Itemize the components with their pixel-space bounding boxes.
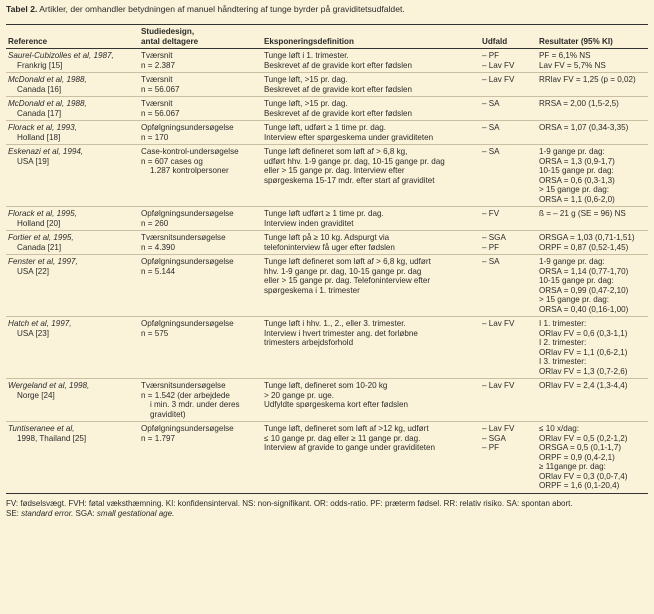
results-line: ORlav FV = 1,1 (0,6-2,1)	[539, 347, 628, 357]
cell-outcome	[480, 422, 537, 494]
exposure-line: Tunge løft defineret som løft af > 6,8 kg, udført	[264, 257, 431, 266]
ref-line: Holland [18]	[17, 132, 61, 142]
cell-results	[537, 422, 648, 494]
results-line: Lav FV = 5,7% NS	[539, 60, 606, 70]
cell-outcome	[480, 145, 537, 207]
table-row	[6, 422, 648, 494]
cell-design	[139, 49, 262, 73]
results-line: I 2. trimester:	[539, 338, 587, 347]
exposure-line: spørgeskema 15-17 mdr. efter start af graviditet	[264, 175, 435, 185]
cell-ref	[6, 97, 139, 121]
table-row	[6, 231, 648, 255]
results-line: > 15 gange pr. dag:	[539, 295, 609, 304]
results-line: ORSA = 1,3 (0,9-1,7)	[539, 156, 615, 166]
cell-outcome	[480, 97, 537, 121]
design-line: n = 1.797	[141, 433, 175, 443]
ref-line: USA [23]	[17, 328, 49, 338]
ref-line: Canada [21]	[17, 242, 62, 252]
results-line: ≥ 11gange pr. dag:	[539, 462, 606, 471]
caption-label: Tabel 2.	[6, 4, 38, 14]
design-line: Opfølgningsundersøgelse	[141, 319, 234, 328]
design-line: n = 56.067	[141, 108, 180, 118]
outcome-line: – SGA	[482, 433, 506, 443]
outcome-line: – Lav FV	[482, 75, 515, 84]
table-row	[6, 121, 648, 145]
cell-results	[537, 97, 648, 121]
outcome-line: – SA	[482, 123, 500, 132]
cell-design	[139, 422, 262, 494]
cell-ref	[6, 422, 139, 494]
exposure-line: Beskrevet af de gravide kort efter fødslen	[264, 60, 413, 70]
cell-outcome	[480, 379, 537, 422]
cell-design	[139, 255, 262, 317]
cell-design	[139, 145, 262, 207]
cell-outcome	[480, 49, 537, 73]
studies-table	[6, 25, 648, 494]
exposure-line: hhv. 1-9 gange pr. dag, 10-15 gange pr. dag	[264, 266, 422, 276]
outcome-line: – SA	[482, 147, 500, 156]
results-line: ORSGA = 1,03 (0,71-1,51)	[539, 233, 635, 242]
cell-exposure	[262, 73, 480, 97]
outcome-line: – PF	[482, 51, 500, 60]
results-line: RRlav FV = 1,25 (p = 0,02)	[539, 75, 636, 84]
cell-results	[537, 121, 648, 145]
exposure-line: > 20 gange pr. uge.	[264, 390, 334, 400]
exposure-line: Interview efter spørgeskema under graviditeten	[264, 132, 434, 142]
exposure-line: Interview inden graviditet	[264, 218, 354, 228]
ref-line: USA [19]	[17, 156, 49, 166]
design-line: Opfølgningsundersøgelse	[141, 257, 234, 266]
cell-results	[537, 231, 648, 255]
outcome-line: – PF	[482, 443, 500, 452]
results-line: ORlav FV = 0,6 (0,3-1,1)	[539, 328, 628, 338]
results-line: ORlav FV = 0,5 (0,2-1,2)	[539, 433, 628, 443]
cell-exposure	[262, 49, 480, 73]
cell-results	[537, 379, 648, 422]
ref-line: Fenster et al, 1997,	[8, 257, 78, 266]
exposure-line: Tunge løft, >15 pr. dag.	[264, 75, 348, 84]
design-line: n = 5.144	[141, 266, 175, 276]
results-line: ≤ 10 x/dag:	[539, 424, 579, 433]
header-design: Studiedesign, antal deltagere	[141, 27, 199, 46]
ref-line: Canada [16]	[17, 84, 62, 94]
results-line: > 15 gange pr. dag:	[539, 185, 609, 194]
cell-outcome	[480, 73, 537, 97]
ref-line: Tuntiseranee et al,	[8, 424, 75, 433]
cell-design	[139, 231, 262, 255]
design-line: Tværsnit	[141, 99, 173, 108]
ref-line: 1998, Thailand [25]	[17, 433, 87, 443]
outcome-line: – SA	[482, 257, 500, 266]
ref-line: USA [22]	[17, 266, 49, 276]
ref-line: Fortier et al, 1995,	[8, 233, 74, 242]
design-line: i min. 3 mdr. under deres	[150, 400, 240, 409]
cell-exposure	[262, 231, 480, 255]
cell-exposure	[262, 422, 480, 494]
design-line: Opfølgningsundersøgelse	[141, 209, 234, 218]
cell-outcome	[480, 317, 537, 379]
table-row	[6, 379, 648, 422]
cell-outcome	[480, 207, 537, 231]
results-line: ORSA = 0,6 (0,3-1,3)	[539, 175, 615, 185]
exposure-line: telefoninterview få uger efter fødslen	[264, 242, 395, 252]
exposure-line: Tunge løft udført ≥ 1 time pr. dag.	[264, 209, 384, 218]
outcome-line: – SA	[482, 99, 500, 108]
results-line: ORSA = 1,07 (0,34-3,35)	[539, 123, 629, 132]
table-caption	[6, 0, 648, 24]
results-line: ORSA = 0,40 (0,16-1,00)	[539, 304, 629, 314]
cell-results	[537, 73, 648, 97]
ref-line: Eskenazi et al, 1994,	[8, 147, 84, 156]
exposure-line: Udfyldte spørgeskema kort efter fødslen	[264, 400, 408, 409]
ref-line: Florack et al, 1995,	[8, 209, 77, 218]
results-line: 1-9 gange pr. dag:	[539, 257, 605, 266]
results-line: ORPF = 1,6 (0,1-20,4)	[539, 481, 620, 490]
results-line: ß = – 21 g (SE = 96) NS	[539, 209, 626, 218]
ref-line: Canada [17]	[17, 108, 62, 118]
exposure-line: Tunge løft på ≥ 10 kg. Adspurgt via	[264, 233, 390, 242]
footnote-line2: SE: standard error. SGA: small gestational age.	[6, 508, 175, 518]
cell-exposure	[262, 121, 480, 145]
design-line: graviditet)	[150, 409, 186, 419]
design-line: Tværsnit	[141, 51, 173, 60]
cell-outcome	[480, 231, 537, 255]
results-line: PF = 6,1% NS	[539, 51, 591, 60]
ref-line: Frankrig [15]	[17, 60, 63, 70]
cell-ref	[6, 255, 139, 317]
design-line: n = 575	[141, 328, 169, 338]
cell-design	[139, 121, 262, 145]
table-row	[6, 317, 648, 379]
footnote-abbreviations: FV: fødselsvægt. FVH: føtal væksthæmning. KI: konfidensinterval. NS: non-signifikant. OR: odds-ratio. PF: præterm fødsel. RR: relativ risiko. SA: spontan abort.	[6, 498, 573, 508]
design-line: Tværsnitsundersøgelse	[141, 233, 226, 242]
cell-exposure	[262, 207, 480, 231]
cell-design	[139, 379, 262, 422]
design-line: Tværsnit	[141, 75, 173, 84]
cell-exposure	[262, 97, 480, 121]
results-line: ORSA = 1,14 (0,77-1,70)	[539, 266, 629, 276]
results-line: 10-15 gange pr. dag:	[539, 166, 614, 175]
table-body	[6, 49, 648, 494]
table-row	[6, 73, 648, 97]
cell-exposure	[262, 145, 480, 207]
results-line: ORlav FV = 2,4 (1,3-4,4)	[539, 381, 628, 390]
header-outcome: Udfald	[482, 36, 508, 46]
cell-exposure	[262, 255, 480, 317]
design-line: n = 607 cases og	[141, 156, 203, 166]
outcome-line: – Lav FV	[482, 424, 515, 433]
ref-line: Florack et al, 1993,	[8, 123, 77, 132]
results-line: ORSA = 0,99 (0,47-2,10)	[539, 285, 629, 295]
exposure-line: Tunge løft, defineret som løft af >12 kg, udført	[264, 424, 429, 433]
ref-line: McDonald et al, 1988,	[8, 75, 87, 84]
design-line: Case-kontrol-undersøgelse	[141, 147, 239, 156]
ref-line: Saurel-Cubizolles et al, 1987,	[8, 51, 114, 60]
cell-results	[537, 255, 648, 317]
design-line: n = 260	[141, 218, 169, 228]
exposure-line: Interview af gravide to gange under graviditeten	[264, 443, 435, 452]
cell-ref	[6, 231, 139, 255]
design-line: n = 170	[141, 132, 169, 142]
cell-outcome	[480, 121, 537, 145]
outcome-line: – PF	[482, 242, 500, 252]
results-line: ORPF = 0,87 (0,52-1,45)	[539, 242, 629, 252]
table-row	[6, 255, 648, 317]
ref-line: Wergeland et al, 1998,	[8, 381, 90, 390]
design-line: n = 4.390	[141, 242, 175, 252]
table-row	[6, 97, 648, 121]
exposure-line: trimesters arbejdsforhold	[264, 338, 354, 347]
outcome-line: – FV	[482, 209, 500, 218]
cell-results	[537, 145, 648, 207]
exposure-line: Interview i hvert trimester ang. det forløbne	[264, 328, 418, 338]
table-header-row	[6, 25, 648, 49]
cell-ref	[6, 379, 139, 422]
cell-results	[537, 317, 648, 379]
exposure-line: Tunge løft defineret som løft af > 6,8 kg,	[264, 147, 408, 156]
design-line: n = 1.542 (der arbejdede	[141, 390, 230, 400]
design-line: Tværsnitsundersøgelse	[141, 381, 226, 390]
results-line: ORlav FV = 1,3 (0,7-2,6)	[539, 366, 628, 376]
outcome-line: – SGA	[482, 233, 506, 242]
results-line: ORlav FV = 0,3 (0,0-7,4)	[539, 471, 628, 481]
results-line: 1-9 gange pr. dag:	[539, 147, 605, 156]
results-line: ORPF = 0,9 (0,4-2,1)	[539, 452, 615, 462]
caption-text: Artikler, der omhandler betydningen af manuel håndtering af tunge byrder på graviditetsudfaldet.	[39, 4, 405, 14]
exposure-line: Tunge løft, >15 pr. dag.	[264, 99, 348, 108]
exposure-line: eller > 15 gange pr. dag. Interview efter	[264, 166, 405, 175]
cell-ref	[6, 145, 139, 207]
results-line: ORSA = 1,1 (0,6-2,0)	[539, 194, 615, 204]
exposure-line: udført hhv. 1-9 gange pr. dag, 10-15 gange pr. dag	[264, 156, 445, 166]
design-line: 1.287 kontrolpersoner	[150, 166, 229, 175]
cell-ref	[6, 73, 139, 97]
cell-design	[139, 97, 262, 121]
cell-exposure	[262, 317, 480, 379]
exposure-line: Beskrevet af de gravide kort efter fødslen	[264, 84, 413, 94]
results-line: RRSA = 2,00 (1,5-2,5)	[539, 99, 619, 108]
cell-exposure	[262, 379, 480, 422]
outcome-line: – Lav FV	[482, 319, 515, 328]
cell-ref	[6, 121, 139, 145]
table-row	[6, 145, 648, 207]
cell-ref	[6, 207, 139, 231]
exposure-line: Tunge løft i hhv. 1., 2., eller 3. trimester.	[264, 319, 406, 328]
results-line: ORSGA = 0,5 (0,1-1,7)	[539, 443, 622, 452]
cell-results	[537, 49, 648, 73]
exposure-line: ≤ 10 gange pr. dag eller ≥ 11 gange pr. dag.	[264, 433, 421, 443]
ref-line: McDonald et al, 1988,	[8, 99, 87, 108]
results-line: I 3. trimester:	[539, 357, 587, 366]
outcome-line: – Lav FV	[482, 60, 515, 70]
results-line: I 1. trimester:	[539, 319, 587, 328]
header-reference: Reference	[8, 36, 48, 46]
exposure-line: Beskrevet af de gravide kort efter fødslen	[264, 108, 413, 118]
table-row	[6, 207, 648, 231]
cell-design	[139, 317, 262, 379]
design-line: n = 56.067	[141, 84, 180, 94]
cell-design	[139, 207, 262, 231]
cell-ref	[6, 317, 139, 379]
cell-ref	[6, 49, 139, 73]
header-results: Resultater (95% KI)	[539, 36, 613, 46]
results-line: 10-15 gange pr. dag:	[539, 276, 614, 285]
table-footnote	[6, 494, 648, 519]
design-line: Opfølgningsundersøgelse	[141, 424, 234, 433]
exposure-line: Tunge løft, defineret som 10-20 kg	[264, 381, 388, 390]
cell-design	[139, 73, 262, 97]
table-row	[6, 49, 648, 73]
design-line: n = 2.387	[141, 60, 175, 70]
header-exposure: Eksponeringsdefinition	[264, 36, 354, 46]
outcome-line: – Lav FV	[482, 381, 515, 390]
exposure-line: Tunge løft, udført ≥ 1 time pr. dag.	[264, 123, 387, 132]
design-line: Opfølgningsundersøgelse	[141, 123, 234, 132]
exposure-line: spørgeskema i 1. trimester	[264, 285, 360, 295]
cell-results	[537, 207, 648, 231]
ref-line: Norge [24]	[17, 390, 55, 400]
exposure-line: Tunge løft i 1. trimester.	[264, 51, 349, 60]
exposure-line: eller > 15 gange pr. dag. Telefoninterview efter	[264, 276, 431, 285]
ref-line: Holland [20]	[17, 218, 61, 228]
cell-outcome	[480, 255, 537, 317]
ref-line: Hatch et al, 1997,	[8, 319, 72, 328]
